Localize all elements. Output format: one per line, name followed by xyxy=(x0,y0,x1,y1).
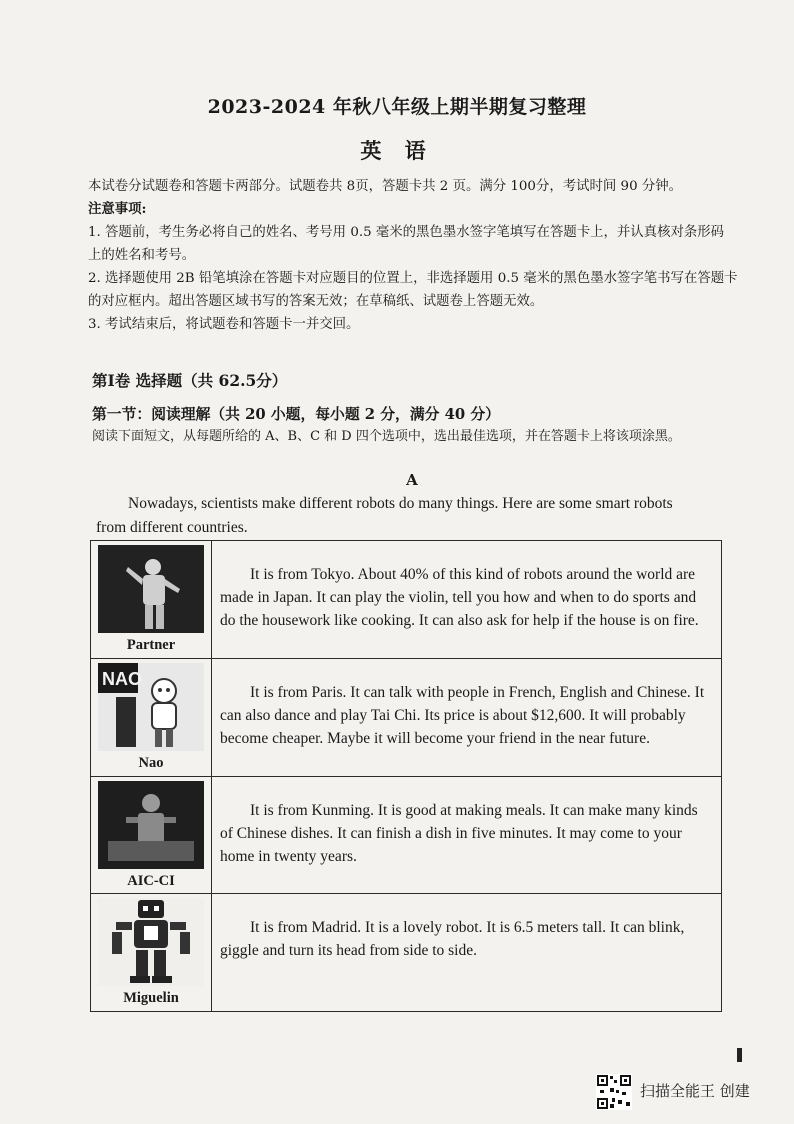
robot-name: AIC-CI xyxy=(127,872,175,889)
exam-title: 2023-2024 年秋八年级上期半期复习整理 xyxy=(207,96,587,118)
table-row xyxy=(91,541,722,659)
robot-name: Partner xyxy=(126,637,176,653)
subject-title: 英 语 xyxy=(360,138,434,163)
robot-image-cell xyxy=(91,541,212,659)
note-2: 2. 选择题使用 2B 铅笔填涂在答题卡对应题目的位置上，非选择题用 0.5 毫米的黑色墨水签字笔书写在答题卡的对应框内。超出答题区域书写的答案无效；在草稿纸、试题卷上答题无效。 xyxy=(88,271,738,309)
table-row xyxy=(91,658,722,776)
scanner-watermark: 扫描全能王 创建 xyxy=(640,1082,750,1100)
instructions-block xyxy=(88,175,738,336)
robot-nao-photo xyxy=(98,663,204,751)
robot-image-cell xyxy=(91,894,212,1012)
note-3: 3. 考试结束后，将试题卷和答题卡一并交回。 xyxy=(88,317,360,332)
robot-image-cell xyxy=(91,658,212,776)
table-row xyxy=(91,776,722,894)
passage-intro: Nowadays, scientists make different robots do many things. Here are some smart robots from different countries. xyxy=(96,495,673,536)
nao-logo-text: NAO xyxy=(102,668,142,689)
robot-partner-photo xyxy=(98,545,204,633)
robot-image-cell xyxy=(91,776,212,894)
robot-name: Miguelin xyxy=(123,990,179,1007)
section1-heading: 第一节：阅读理解（共 20 小题，每小题 2 分，满分 40 分） xyxy=(92,406,500,423)
robot-name: Nao xyxy=(138,754,164,771)
margin-mark xyxy=(737,1048,742,1062)
intro-line: 本试卷分试题卷和答题卡两部分。试题卷共 8页，答题卡共 2 页。满分 100分，考试时间 90 分钟。 xyxy=(88,179,683,194)
robot-miguelin-photo xyxy=(98,898,204,986)
notice-heading: 注意事项: xyxy=(88,201,147,217)
note-1: 1. 答题前，考生务必将自己的姓名、考号用 0.5 毫米的黑色墨水签字笔填写在答题卡上，并认真核对条形码 上的姓名和考号。 xyxy=(88,225,725,263)
passage-label: A xyxy=(406,471,418,489)
robot-description: It is from Kunming. It is good at making meals. It can make many kinds of Chinese dishes. It can finish a dish in five minutes. It may come to your home in twenty years. xyxy=(212,776,722,894)
robots-table xyxy=(90,540,722,1012)
table-row xyxy=(91,894,722,1012)
robot-description: It is from Madrid. It is a lovely robot. It is 6.5 meters tall. It can blink, giggle and turn its head from side to side. xyxy=(212,894,722,1012)
part1-heading: 第Ⅰ卷 选择题（共 62.5分） xyxy=(92,371,288,390)
robot-aic-ci-photo xyxy=(98,781,204,869)
robot-description: It is from Tokyo. About 40% of this kind of robots around the world are made in Japan. It can play the violin, tell you how and when to do sports and do the housework like cooking. It can also ask for help if the house is on fire. xyxy=(212,541,722,659)
robot-description: It is from Paris. It can talk with people in French, English and Chinese. It can also dance and play Tai Chi. Its price is about $12,600. It will probably become cheaper. Maybe it will become your friend in the near future. xyxy=(212,658,722,776)
qr-code-icon xyxy=(596,1074,632,1110)
section-directions: 阅读下面短文，从每题所给的 A、B、C 和 D 四个选项中，选出最佳选项，并在答题卡上将该项涂黑。 xyxy=(92,429,681,444)
